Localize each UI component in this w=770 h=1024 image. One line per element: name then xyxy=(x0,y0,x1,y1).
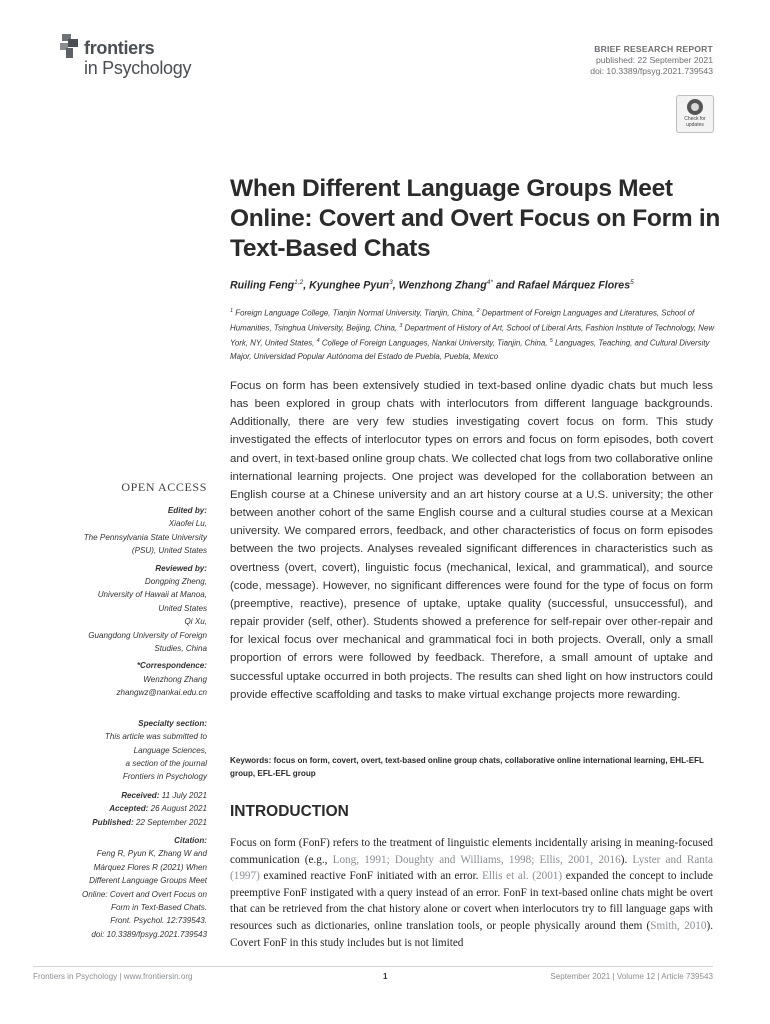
logo-text-journal: in Psychology xyxy=(84,58,192,78)
correspondence-section: *Correspondence: Wenzhong Zhang zhangwz@nankai.edu.cn xyxy=(27,659,207,699)
footer-journal-link[interactable]: Frontiers in Psychology | www.frontiersin.org xyxy=(33,972,193,981)
article-title: When Different Language Groups Meet Online: Covert and Overt Focus on Form in Text-Based Chats xyxy=(230,175,720,262)
logo-text-frontiers: frontiers xyxy=(84,38,155,58)
article-header xyxy=(590,44,713,77)
article-sidebar xyxy=(27,504,207,941)
edited-by-section: Edited by: Xiaofei Lu, The Pennsylvania State University (PSU), United States xyxy=(83,506,207,556)
author-name[interactable]: Rafael Márquez Flores xyxy=(517,279,631,292)
correspondence-email[interactable]: zhangwz@nankai.edu.cn xyxy=(116,688,207,698)
author-name[interactable]: Wenzhong Zhang xyxy=(398,279,487,292)
affiliations: $^1$ Foreign Language College, Tianjin Normal University, Tianjin, China, $^2$ Department of Foreign Languages and Literatures, School of Humanities, Tsinghua University, Beijing, China, $^3$ Department of History of Art, School of Liberal Arts, Fashion Institute of Technology, New York, NY, United States, $^4$ College of Foreign Languages, Nankai University, Tianjin, China, $^5$ Languages, Teaching, and Cultural Diversity Major, Universidad Popular Autónoma del Estado de Puebla, Puebla, Mexico xyxy=(230,308,715,362)
open-access-label: OPEN ACCESS xyxy=(121,480,207,494)
keywords: Keywords: focus on form, covert, overt, text-based online group chats, collaborative online international learning, EHL-EFL group, EFL-EFL group xyxy=(230,756,704,778)
citation-link[interactable]: Smith, 2010 xyxy=(650,919,707,932)
article-doi[interactable]: doi: 10.3389/fpsyg.2021.739543 xyxy=(590,66,713,76)
dates-section: Received: 11 July 2021 Accepted: 26 August 2021 Published: 22 September 2021 xyxy=(92,790,207,827)
reviewed-by-section: Reviewed by: Dongping Zheng, University of Hawaii at Manoa, United States Qi Xu, Guangdong University of Foreign Studies, China xyxy=(88,563,207,654)
author-name[interactable]: Kyunghee Pyun xyxy=(309,279,390,292)
footer-issue-info: September 2021 | Volume 12 | Article 739543 xyxy=(550,972,713,981)
author-name[interactable]: Ruiling Feng xyxy=(230,279,295,292)
citation-link[interactable]: Lyster and Ranta (1997) xyxy=(230,853,713,883)
article-type: BRIEF RESEARCH REPORT xyxy=(594,44,713,54)
check-for-updates-badge[interactable] xyxy=(676,95,714,133)
frontiers-logo-icon xyxy=(60,34,82,58)
citation-section: Citation: Feng R, Pyun K, Zhang W and Márquez Flores R (2021) When Different Language Groups Meet Online: Covert and Overt Focus on Form in Text-Based Chats. Front. Psychol. 12:739543. doi: 10.3389/fpsyg.2021.739543 xyxy=(81,835,207,939)
introduction-paragraph: Focus on form (FonF) refers to the treatment of linguistic elements incidentally arising in meaning-focused communication (e.g., Long, 1991; Doughty and Williams, 1998; Ellis, 2001, 2016). Lyster and Ranta (1997) examined reactive FonF initiated with an error. Ellis et al. (2001) expanded the concept to include preemptive FonF instigated with a query instead of an error. FonF in text-based online chats might be overt that can be retrieved from the chat history alone or covert when interlocutors try to fill language gaps with resources such as dictionaries, online translation tools, or people physically around them (Smith, 2010). Covert FonF in this study includes but is not limited xyxy=(230,837,714,949)
check-updates-label: Check for updates xyxy=(684,116,706,128)
section-heading-introduction: INTRODUCTION xyxy=(230,803,349,820)
specialty-section: Specialty section: This article was submitted to Language Sciences, a section of the journal Frontiers in Psychology xyxy=(104,718,207,782)
page-number: 1 xyxy=(383,972,388,981)
author-list: Ruiling Feng$^{1,2}$, Kyunghee Pyun$^3$, Wenzhong Zhang$^{4*}$ and Rafael Márquez Flores$^5$ xyxy=(230,279,634,292)
citation-link[interactable]: Long, 1991; Doughty and Williams, 1998; Ellis, 2001, 2016 xyxy=(332,853,621,866)
published-date: published: 22 September 2021 xyxy=(595,55,713,65)
footer-divider xyxy=(33,966,713,967)
check-updates-icon xyxy=(687,99,703,115)
abstract: Focus on form has been extensively studied in text-based online dyadic chats but much less has been explored in group chats with interlocutors from different language backgrounds. Additionally, there are very few studies investigating covert focus on form. This study investigated the effects of interlocutor types on errors and focus on form episodes, both covert and overt, in text-based online group chats. We collected chat logs from two collaborative online international learning projects. One project was developed for the collaboration between an English course at a Chinese university and an art history course at a U.S. university; the other between another cohort of the same English course and a cultural studies course at a Mexican university. We compared errors, feedback, and other characteristics of focus on form episodes between the two projects. Analyses revealed significant differences in characteristics such as overtness (overt, covert), linguistic focus (mechanical, lexical, and grammatical), and source (code, message). However, no significant differences were found for the type of focus on form (preemptive, reactive), presence of uptake, uptake quality (successful, unsuccessful), and repair provider (self, other). Students showed a preference for self-repair over other-repair and for lexical focus over mechanical and grammatical foci in both projects. Overall, only a small proportion of errors were followed by feedback. Therefore, a small amount of uptake and successful uptake occurred in both projects. The results can shed light on how instructors could provide effective scaffolding and tasks to make virtual exchange projects more rewarding. xyxy=(230,380,713,701)
citation-link[interactable]: Ellis et al. (2001) xyxy=(482,870,563,883)
